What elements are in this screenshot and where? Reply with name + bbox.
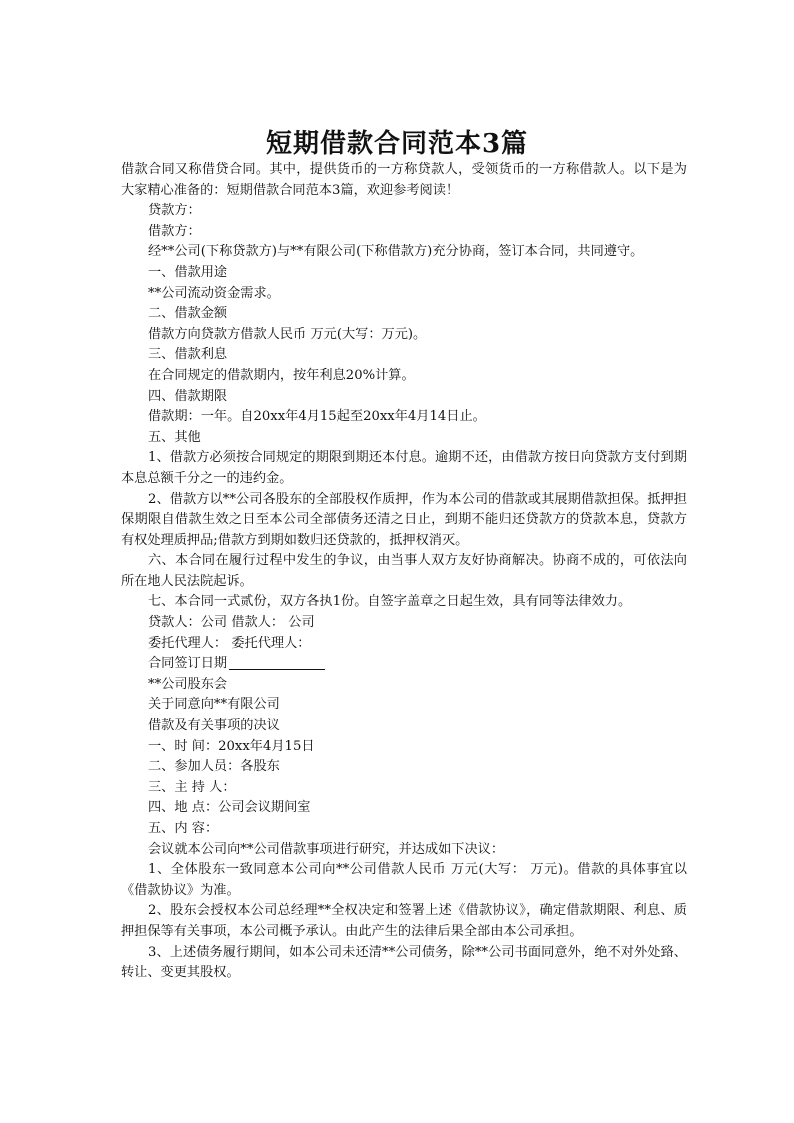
intro-paragraph: 借款合同又称借贷合同。其中，提供货币的一方称贷款人，受领货币的一方称借款人。以下是为大家精心准备的：短期借款合同范本3篇，欢迎参考阅读！ [121,162,687,198]
section-7-paragraph: 七、本合同一式贰份，双方各执1份。自签字盖章之日起生效，具有同等法律效力。 [148,594,632,610]
signing-date-blank [229,655,325,670]
meeting-organization: **公司股东会 [148,676,228,692]
section-3-text: 在合同规定的借款期内，按年利息20%计算。 [148,367,415,383]
meeting-host: 三、主 持 人： [148,779,236,795]
meeting-time: 一、时 间：20xx年4月15日 [148,738,315,754]
meeting-attendees: 二、参加人员：各股东 [148,759,280,775]
meeting-location: 四、地 点：公司会议期间室 [148,800,311,816]
lender-line: 贷款方： [148,203,201,219]
section-1-text: **公司流动资金需求。 [148,285,280,301]
other-item-2: 2、借款方以**公司各股东的全部股权作质押，作为本公司的借款或其展期借款担保。抵押担保期限自借款生效之日至本公司全部债务还清之日止，到期不能归还贷款方的贷款本息，贷款方有权处理质押品;借款方到期如数归还贷款的，抵押权消灭。 [121,491,687,548]
section-4-text: 借款期：一年。自20xx年4月15起至20xx年4月14日止。 [148,409,486,425]
signature-agents-line: 委托代理人： 委托代理人： [148,635,311,651]
section-3-heading: 三、借款利息 [148,347,228,363]
signing-date-line [121,654,687,675]
section-4-heading: 四、借款期限 [148,388,228,404]
document-title: 短期借款合同范本3篇 [265,129,529,159]
section-6-paragraph: 六、本合同在履行过程中发生的争议，由当事人双方友好协商解决。协商不成的，可依法向所在地人民法院起诉。 [121,553,687,589]
preamble-line: 经**公司(下称贷款方)与**有限公司(下称借款方)充分协商，签订本合同，共同遵守。 [148,244,644,260]
resolution-item-1: 1、全体股东一致同意本公司向**公司借款人民币 万元(大写： 万元)。借款的具体事宜以《借款协议》为准。 [121,862,687,898]
borrower-line: 借款方： [148,223,201,239]
signature-parties-line: 贷款人：公司 借款人： 公司 [148,615,315,631]
meeting-content-heading: 五、内 容： [148,821,219,836]
section-1-heading: 一、借款用途 [148,264,228,280]
resolution-item-3: 3、上述债务履行期间，如本公司未还清**公司债务，除**公司书面同意外，绝不对外处臵、转让、变更其股权。 [121,944,687,981]
section-2-heading: 二、借款金额 [148,306,228,322]
signing-date-label: 合同签订日期 [148,656,228,672]
resolution-title: 借款及有关事项的决议 [148,718,280,734]
meeting-subject: 关于同意向**有限公司 [148,697,280,713]
resolution-item-2: 2、股东会授权本公司总经理**全权决定和签署上述《借款协议》，确定借款期限、利息、质押担保等有关事项，本公司概予承认。由此产生的法律后果全部由本公司承担。 [121,903,687,939]
other-item-1: 1、借款方必须按合同规定的期限到期还本付息。逾期不还，由借款方按日向贷款方支付到期本息总额千分之一的违约金。 [121,450,687,486]
meeting-intro: 会议就本公司向**公司借款事项进行研究，并达成如下决议： [148,841,505,857]
section-2-text: 借款方向贷款方借款人民币 万元(大写：万元)。 [148,326,427,342]
section-5-heading: 五、其他 [148,429,201,445]
document-body [121,160,687,984]
